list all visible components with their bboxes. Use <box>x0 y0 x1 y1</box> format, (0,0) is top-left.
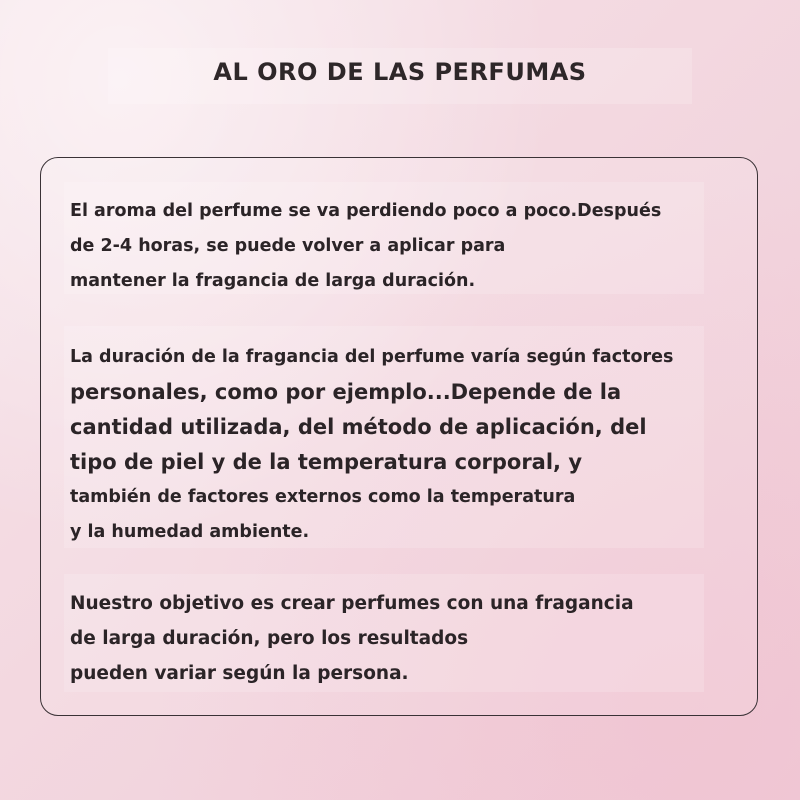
text-line: pueden variar según la persona. <box>70 663 409 684</box>
text-line: mantener la fragancia de larga duración. <box>70 271 476 291</box>
text-line: y la humedad ambiente. <box>70 522 310 542</box>
paragraph-2 <box>70 340 710 550</box>
text-line: cantidad utilizada, del método de aplicación, del <box>70 415 647 439</box>
paragraph-1 <box>70 194 710 299</box>
text-line: también de factores externos como la temperatura <box>70 487 576 507</box>
text-line: La duración de la fragancia del perfume varía según factores <box>70 347 674 367</box>
text-line: de larga duración, pero los resultados <box>70 628 469 649</box>
text-line: Nuestro objetivo es crear perfumes con una fragancia <box>70 593 634 614</box>
text-line: personales, como por ejemplo...Depende de la <box>70 380 622 404</box>
text-line: El aroma del perfume se va perdiendo poco a poco.Después <box>70 201 662 221</box>
page-title: AL ORO DE LAS PERFUMAS <box>213 58 587 86</box>
paragraph-3 <box>70 586 710 691</box>
text-line: tipo de piel y de la temperatura corporal, y <box>70 450 583 474</box>
text-line: de 2-4 horas, se puede volver a aplicar para <box>70 236 506 256</box>
